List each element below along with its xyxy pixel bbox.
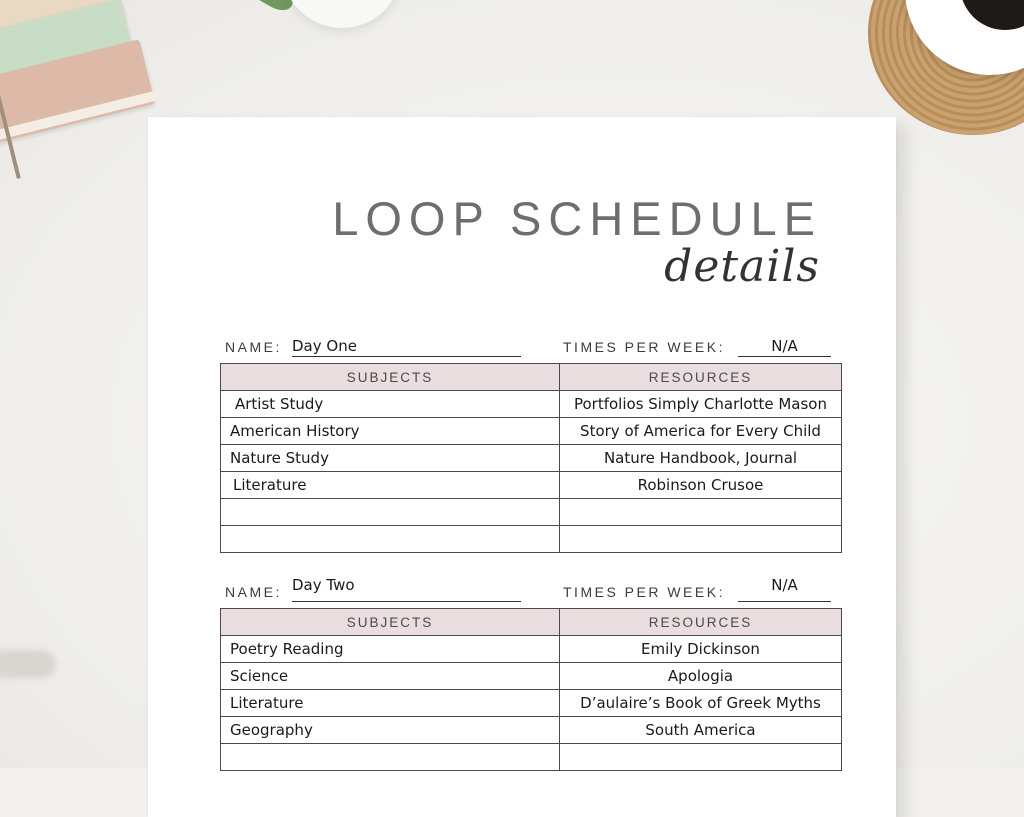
subject-cell[interactable]: Science xyxy=(221,663,560,690)
schedule-table-day-one xyxy=(220,363,842,553)
resource-cell[interactable]: Nature Handbook, Journal xyxy=(560,445,842,472)
subjects-header: SUBJECTS xyxy=(221,609,560,636)
sheet-subtitle: details xyxy=(664,241,820,292)
resource-cell[interactable]: Emily Dickinson xyxy=(560,636,842,663)
resources-header: RESOURCES xyxy=(560,364,842,391)
table-row xyxy=(221,636,842,663)
subject-cell[interactable] xyxy=(221,526,560,553)
resource-cell[interactable] xyxy=(560,744,842,771)
times-per-week-label: TIMES PER WEEK: xyxy=(563,584,725,600)
name-field-day-one[interactable] xyxy=(292,336,521,357)
table-row xyxy=(221,445,842,472)
table-row xyxy=(221,499,842,526)
resource-cell[interactable]: Apologia xyxy=(560,663,842,690)
subject-cell[interactable]: American History xyxy=(221,418,560,445)
subject-cell[interactable]: Poetry Reading xyxy=(221,636,560,663)
resource-cell[interactable]: D’aulaire’s Book of Greek Myths xyxy=(560,690,842,717)
times-per-week-value: N/A xyxy=(771,576,798,594)
sheet-title: LOOP SCHEDULE xyxy=(332,192,822,245)
table-row xyxy=(221,418,842,445)
subject-cell[interactable]: Literature xyxy=(221,690,560,717)
times-per-week-label: TIMES PER WEEK: xyxy=(563,339,725,355)
subject-cell[interactable]: Nature Study xyxy=(221,445,560,472)
subject-cell[interactable]: Geography xyxy=(221,717,560,744)
resources-header: RESOURCES xyxy=(560,609,842,636)
resource-cell[interactable]: Portfolios Simply Charlotte Mason xyxy=(560,391,842,418)
table-header-row xyxy=(221,609,842,636)
subject-cell[interactable] xyxy=(221,499,560,526)
table-row xyxy=(221,690,842,717)
table-header-row xyxy=(221,364,842,391)
subject-cell[interactable]: Artist Study xyxy=(221,391,560,418)
subjects-header: SUBJECTS xyxy=(221,364,560,391)
name-label: NAME: xyxy=(225,584,282,600)
blurred-pen xyxy=(0,650,56,678)
resource-cell[interactable] xyxy=(560,526,842,553)
times-per-week-field-day-two[interactable] xyxy=(738,576,831,602)
name-label: NAME: xyxy=(225,339,282,355)
table-row xyxy=(221,744,842,771)
resource-cell[interactable]: South America xyxy=(560,717,842,744)
table-row xyxy=(221,391,842,418)
times-per-week-field-day-one[interactable] xyxy=(738,336,831,357)
name-value: Day Two xyxy=(292,576,355,594)
table-row xyxy=(221,663,842,690)
table-row xyxy=(221,472,842,499)
times-per-week-value: N/A xyxy=(771,337,798,355)
subject-cell[interactable]: Literature xyxy=(221,472,560,499)
table-row xyxy=(221,526,842,553)
name-value: Day One xyxy=(292,337,357,355)
schedule-sheet xyxy=(148,117,896,817)
subject-cell[interactable] xyxy=(221,744,560,771)
resource-cell[interactable]: Story of America for Every Child xyxy=(560,418,842,445)
table-row xyxy=(221,717,842,744)
name-field-day-two[interactable] xyxy=(292,576,521,602)
resource-cell[interactable] xyxy=(560,499,842,526)
schedule-table-day-two xyxy=(220,608,842,771)
resource-cell[interactable]: Robinson Crusoe xyxy=(560,472,842,499)
